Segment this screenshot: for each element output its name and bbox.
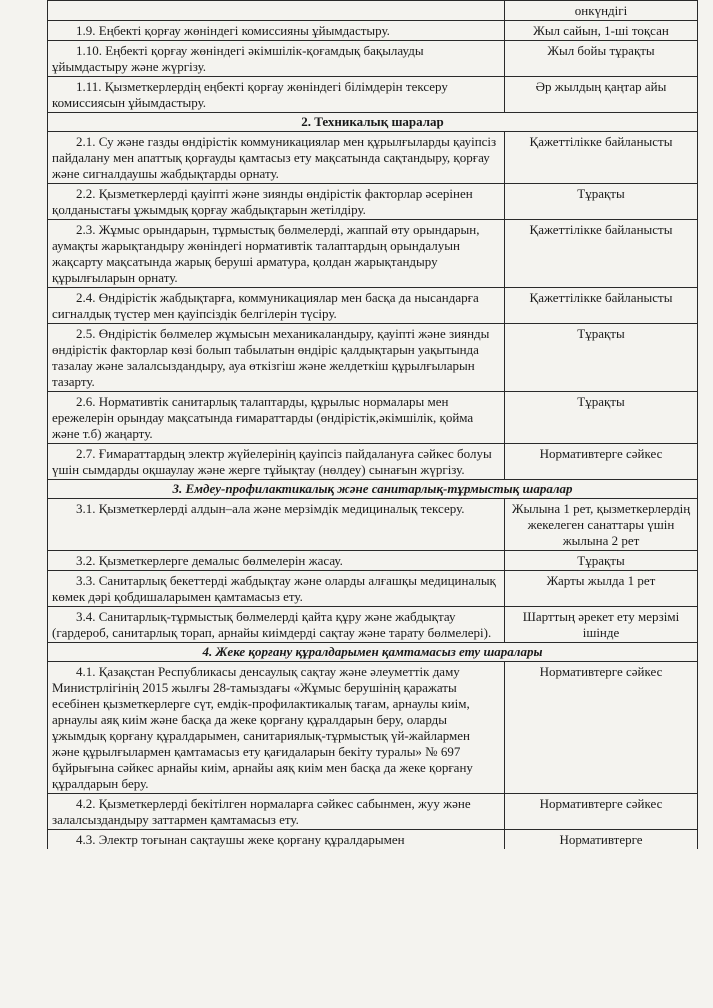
item-cell: 2.1. Су жəне газды өндірістік коммуникациялар мен құрылғыларды қауіпсіз пайдалану мен апаттық қорғауды қамтасыз ету мақсатында сақтандыру, қорғау жəне сигналдаушы жабдықтарды орнату.	[48, 132, 505, 184]
item-cell: 2.4. Өндірістік жабдықтарға, коммуникациялар мен басқа да нысандарға сигналдық түстер мен қауіпсіздік белгілерін түсіру.	[48, 288, 505, 324]
item-cell: 3.3. Санитарлық бекеттерді жабдықтау және оларды алғашқы медициналық көмек дәрі қобдишаларымен қамтамасыз ету.	[48, 571, 505, 607]
table-row	[48, 132, 698, 184]
section-title: 4. Жеке қорғану құралдарымен қамтамасыз ету шаралары	[48, 643, 698, 662]
item-cell: 3.1. Қызметкерлерді алдын–ала және мерзімдік медициналық тексеру.	[48, 499, 505, 551]
term-cell: Тұрақты	[505, 184, 698, 220]
section-heading	[48, 643, 698, 662]
table-row	[48, 220, 698, 288]
table-row	[48, 551, 698, 571]
item-cell: 4.3. Электр тоғынан сақтаушы жеке қорғану құралдарымен	[48, 830, 505, 850]
item-cell: 4.1. Қазақстан Республикасы денсаулық сақтау және әлеуметтік даму Министрлігінің 2015 жылғы 28-тамыздағы «Жұмыс берушінің қаражаты есебінен қызметкерлерге сүт, емдік-профилактикалық тағам, арнаулы киім, арнаулы аяқ киім және басқа да жеке қорғану құралдарын беру, оларды ұжымдық қорғану құралдарымен, санитариялық-тұрмыстық үй-жайлармен және құрылғылармен қамтамасыз ету қағидаларын бекіту туралы» № 697 бұйрығына сәйкес арнайы киім, арнайы аяқ киім мен басқа да жеке қорғану құралдарын беру.	[48, 662, 505, 794]
section-heading	[48, 480, 698, 499]
term-cell: Нормативтерге сәйкес	[505, 794, 698, 830]
term-cell: Жылына 1 рет, қызметкерлердің жекелеген санаттары үшін жылына 2 рет	[505, 499, 698, 551]
term-cell: Қажеттілікке байланысты	[505, 288, 698, 324]
table-row	[48, 77, 698, 113]
table-row	[48, 21, 698, 41]
term-cell: Шарттың әрекет ету мерзімі ішінде	[505, 607, 698, 643]
item-cell: 4.2. Қызметкерлерді бекітілген нормаларға сәйкес сабынмен, жуу және залалсыздандыру заттармен қамтамасыз ету.	[48, 794, 505, 830]
table-row	[48, 1, 698, 21]
term-cell: Жарты жылда 1 рет	[505, 571, 698, 607]
term-cell: Әр жылдың қаңтар айы	[505, 77, 698, 113]
section-heading	[48, 113, 698, 132]
section-title: 3. Емдеу-профилактикалық және санитарлық-тұрмыстық шаралар	[48, 480, 698, 499]
table-row	[48, 830, 698, 850]
table-row	[48, 288, 698, 324]
item-cell: 1.9. Еңбекті қорғау жөніндегі комиссияны ұйымдастыру.	[48, 21, 505, 41]
term-cell: Нормативтерге сәйкес	[505, 662, 698, 794]
item-cell: 2.6. Нормативтік санитарлық талаптарды, құрылыс нормалары мен ережелерін орындау мақсатында ғимараттарды (өндірістік,әкімшілік, қойма және т.б) жаңарту.	[48, 392, 505, 444]
table-row	[48, 662, 698, 794]
table-row	[48, 444, 698, 480]
table-row	[48, 184, 698, 220]
measures-table	[47, 0, 698, 849]
item-cell: 2.7. Ғимараттардың электр жүйелерінің қауіпсіз пайдалануға сәйкес болуы үшін сымдарды оқшаулау және жерге тұйықтау (нөлдеу) сынағын жүргізу.	[48, 444, 505, 480]
item-cell: 1.11. Қызметкерлердің еңбекті қорғау жөніндегі білімдерін тексеру комиссиясын ұйымдастыру.	[48, 77, 505, 113]
item-cell: 3.4. Санитарлық-тұрмыстық бөлмелерді қайта құру және жабдықтау (гардероб, санитарлық торап, арнайы киімдерді сақтау және тарату бөлмелері).	[48, 607, 505, 643]
item-cell: 2.5. Өндірістік бөлмелер жұмысын механикаландыру, қауіпті және зиянды өндірістік факторлар көзі болып табылатын өндіріс қалдықтарын уақытында тазалау және залалсыздандыру, ауа өткізгіш және желдеткіш құрылғыларын тазарту.	[48, 324, 505, 392]
table-row	[48, 41, 698, 77]
term-cell: Тұрақты	[505, 551, 698, 571]
term-cell: онкүндігі	[505, 1, 698, 21]
term-cell: Тұрақты	[505, 392, 698, 444]
table-row	[48, 392, 698, 444]
term-cell: Жыл сайын, 1-ші тоқсан	[505, 21, 698, 41]
table-row	[48, 794, 698, 830]
table-row	[48, 571, 698, 607]
table-row	[48, 607, 698, 643]
term-cell: Жыл бойы тұрақты	[505, 41, 698, 77]
table-row	[48, 324, 698, 392]
table-row	[48, 499, 698, 551]
item-cell: 1.10. Еңбекті қорғау жөніндегі әкімшілік-қоғамдық бақылауды ұйымдастыру және жүргізу.	[48, 41, 505, 77]
section-title: 2. Техникалық шаралар	[48, 113, 698, 132]
term-cell: Тұрақты	[505, 324, 698, 392]
item-cell: 2.3. Жұмыс орындарын, тұрмыстық бөлмелерді, жаппай өту орындарын, аумақты жарықтандыру жөніндегі нормативтік талаптардың орындалуын жақсарту мақсатында жарық беруші арматура, қолдан жарықтандыру құрылғыларын орнату.	[48, 220, 505, 288]
term-cell: Нормативтерге сәйкес	[505, 444, 698, 480]
item-cell: 2.2. Қызметкерлерді қауіпті және зиянды өндірістік факторлар әсерінен қолданыстағы ұжымдық қорғау жабдықтарын жетілдіру.	[48, 184, 505, 220]
term-cell: Қажеттілікке байланысты	[505, 132, 698, 184]
term-cell: Қажеттілікке байланысты	[505, 220, 698, 288]
item-cell: 3.2. Қызметкерлерге демалыс бөлмелерін жасау.	[48, 551, 505, 571]
term-cell: Нормативтерге	[505, 830, 698, 850]
